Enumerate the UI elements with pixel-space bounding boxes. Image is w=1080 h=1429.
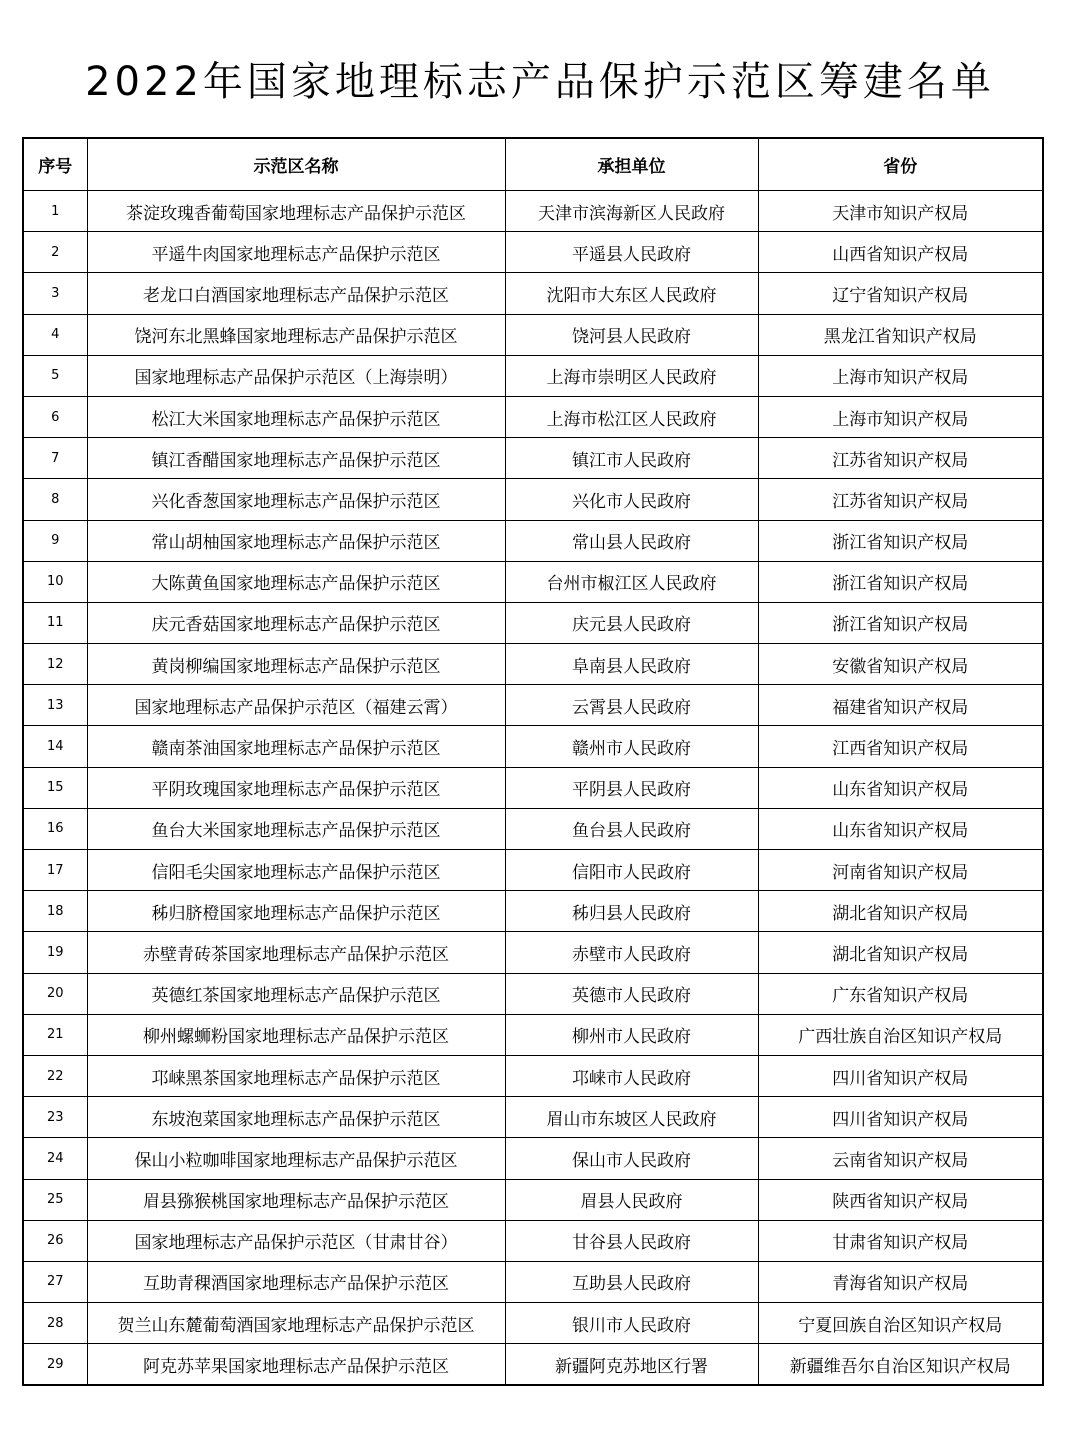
cell-number: 19 [23,932,87,973]
table-row [23,932,1043,973]
table-row [23,726,1043,767]
header-cell-province: 省份 [758,138,1043,191]
table-row [23,561,1043,602]
table-row [23,850,1043,891]
cell-organization: 赤壁市人民政府 [505,932,758,973]
cell-number: 26 [23,1220,87,1261]
cell-zone-name: 国家地理标志产品保护示范区（福建云霄） [87,685,505,726]
cell-province: 江西省知识产权局 [758,726,1043,767]
cell-province: 甘肃省知识产权局 [758,1220,1043,1261]
cell-province: 黑龙江省知识产权局 [758,314,1043,355]
cell-organization: 镇江市人民政府 [505,438,758,479]
cell-number: 10 [23,561,87,602]
cell-zone-name: 英德红茶国家地理标志产品保护示范区 [87,973,505,1014]
roster-table [22,137,1044,1386]
cell-organization: 阜南县人民政府 [505,644,758,685]
cell-province: 河南省知识产权局 [758,850,1043,891]
cell-zone-name: 老龙口白酒国家地理标志产品保护示范区 [87,273,505,314]
cell-organization: 兴化市人民政府 [505,479,758,520]
cell-zone-name: 常山胡柚国家地理标志产品保护示范区 [87,520,505,561]
cell-province: 新疆维吾尔自治区知识产权局 [758,1344,1043,1386]
cell-province: 福建省知识产权局 [758,685,1043,726]
cell-number: 23 [23,1097,87,1138]
table-row [23,644,1043,685]
table-row [23,273,1043,314]
cell-zone-name: 贺兰山东麓葡萄酒国家地理标志产品保护示范区 [87,1303,505,1344]
cell-zone-name: 赣南茶油国家地理标志产品保护示范区 [87,726,505,767]
cell-number: 7 [23,438,87,479]
cell-zone-name: 阿克苏苹果国家地理标志产品保护示范区 [87,1344,505,1386]
cell-province: 上海市知识产权局 [758,396,1043,437]
cell-organization: 沈阳市大东区人民政府 [505,273,758,314]
cell-zone-name: 互助青稞酒国家地理标志产品保护示范区 [87,1261,505,1302]
cell-organization: 平遥县人民政府 [505,232,758,273]
cell-zone-name: 秭归脐橙国家地理标志产品保护示范区 [87,891,505,932]
cell-zone-name: 平阴玫瑰国家地理标志产品保护示范区 [87,767,505,808]
cell-province: 上海市知识产权局 [758,355,1043,396]
cell-organization: 英德市人民政府 [505,973,758,1014]
cell-zone-name: 松江大米国家地理标志产品保护示范区 [87,396,505,437]
cell-number: 24 [23,1138,87,1179]
cell-province: 青海省知识产权局 [758,1261,1043,1302]
cell-number: 12 [23,644,87,685]
cell-organization: 鱼台县人民政府 [505,808,758,849]
cell-zone-name: 赤壁青砖茶国家地理标志产品保护示范区 [87,932,505,973]
header-cell-zone-name: 示范区名称 [87,138,505,191]
cell-province: 广西壮族自治区知识产权局 [758,1014,1043,1055]
table-row [23,396,1043,437]
cell-number: 20 [23,973,87,1014]
cell-number: 14 [23,726,87,767]
cell-province: 宁夏回族自治区知识产权局 [758,1303,1043,1344]
cell-number: 4 [23,314,87,355]
cell-organization: 甘谷县人民政府 [505,1220,758,1261]
cell-zone-name: 鱼台大米国家地理标志产品保护示范区 [87,808,505,849]
cell-number: 8 [23,479,87,520]
cell-province: 四川省知识产权局 [758,1055,1043,1096]
cell-number: 27 [23,1261,87,1302]
cell-number: 15 [23,767,87,808]
cell-number: 11 [23,602,87,643]
cell-organization: 平阴县人民政府 [505,767,758,808]
table-row [23,1179,1043,1220]
cell-organization: 眉县人民政府 [505,1179,758,1220]
cell-organization: 邛崃市人民政府 [505,1055,758,1096]
cell-organization: 柳州市人民政府 [505,1014,758,1055]
cell-number: 29 [23,1344,87,1386]
cell-province: 陕西省知识产权局 [758,1179,1043,1220]
cell-organization: 秭归县人民政府 [505,891,758,932]
cell-zone-name: 保山小粒咖啡国家地理标志产品保护示范区 [87,1138,505,1179]
cell-organization: 赣州市人民政府 [505,726,758,767]
table-row [23,1303,1043,1344]
cell-number: 9 [23,520,87,561]
cell-province: 浙江省知识产权局 [758,561,1043,602]
header-row [23,138,1043,191]
cell-zone-name: 大陈黄鱼国家地理标志产品保护示范区 [87,561,505,602]
cell-number: 28 [23,1303,87,1344]
table-row [23,314,1043,355]
cell-zone-name: 平遥牛肉国家地理标志产品保护示范区 [87,232,505,273]
cell-organization: 常山县人民政府 [505,520,758,561]
cell-organization: 云霄县人民政府 [505,685,758,726]
table-row [23,1014,1043,1055]
table-row [23,1055,1043,1096]
cell-organization: 信阳市人民政府 [505,850,758,891]
table-row [23,685,1043,726]
cell-organization: 天津市滨海新区人民政府 [505,191,758,232]
cell-province: 浙江省知识产权局 [758,520,1043,561]
cell-zone-name: 庆元香菇国家地理标志产品保护示范区 [87,602,505,643]
cell-province: 云南省知识产权局 [758,1138,1043,1179]
cell-zone-name: 黄岗柳编国家地理标志产品保护示范区 [87,644,505,685]
cell-zone-name: 东坡泡菜国家地理标志产品保护示范区 [87,1097,505,1138]
cell-zone-name: 信阳毛尖国家地理标志产品保护示范区 [87,850,505,891]
header-cell-organization: 承担单位 [505,138,758,191]
cell-province: 山西省知识产权局 [758,232,1043,273]
cell-province: 广东省知识产权局 [758,973,1043,1014]
cell-number: 25 [23,1179,87,1220]
cell-province: 江苏省知识产权局 [758,479,1043,520]
table-row [23,1220,1043,1261]
table-row [23,808,1043,849]
cell-province: 江苏省知识产权局 [758,438,1043,479]
cell-organization: 新疆阿克苏地区行署 [505,1344,758,1386]
cell-province: 湖北省知识产权局 [758,932,1043,973]
table-row [23,1344,1043,1386]
cell-province: 四川省知识产权局 [758,1097,1043,1138]
cell-number: 16 [23,808,87,849]
cell-province: 辽宁省知识产权局 [758,273,1043,314]
cell-number: 13 [23,685,87,726]
header-cell-number: 序号 [23,138,87,191]
table-row [23,973,1043,1014]
cell-organization: 银川市人民政府 [505,1303,758,1344]
cell-province: 湖北省知识产权局 [758,891,1043,932]
cell-organization: 上海市松江区人民政府 [505,396,758,437]
cell-organization: 保山市人民政府 [505,1138,758,1179]
cell-zone-name: 镇江香醋国家地理标志产品保护示范区 [87,438,505,479]
page-title: 2022年国家地理标志产品保护示范区筹建名单 [85,59,995,105]
table-row [23,602,1043,643]
cell-zone-name: 眉县猕猴桃国家地理标志产品保护示范区 [87,1179,505,1220]
table-row [23,479,1043,520]
cell-province: 山东省知识产权局 [758,767,1043,808]
cell-zone-name: 兴化香葱国家地理标志产品保护示范区 [87,479,505,520]
cell-number: 2 [23,232,87,273]
cell-zone-name: 邛崃黑茶国家地理标志产品保护示范区 [87,1055,505,1096]
cell-number: 17 [23,850,87,891]
cell-number: 22 [23,1055,87,1096]
table-row [23,1138,1043,1179]
cell-number: 18 [23,891,87,932]
cell-organization: 上海市崇明区人民政府 [505,355,758,396]
table-row [23,767,1043,808]
cell-province: 安徽省知识产权局 [758,644,1043,685]
cell-zone-name: 国家地理标志产品保护示范区（上海崇明） [87,355,505,396]
table-body [23,191,1043,1386]
cell-organization: 台州市椒江区人民政府 [505,561,758,602]
table-row [23,520,1043,561]
table-row [23,232,1043,273]
cell-organization: 庆元县人民政府 [505,602,758,643]
cell-number: 1 [23,191,87,232]
cell-organization: 互助县人民政府 [505,1261,758,1302]
cell-number: 21 [23,1014,87,1055]
table-row [23,1097,1043,1138]
cell-number: 6 [23,396,87,437]
cell-province: 山东省知识产权局 [758,808,1043,849]
cell-number: 3 [23,273,87,314]
cell-zone-name: 茶淀玫瑰香葡萄国家地理标志产品保护示范区 [87,191,505,232]
cell-number: 5 [23,355,87,396]
cell-zone-name: 国家地理标志产品保护示范区（甘肃甘谷） [87,1220,505,1261]
table-row [23,1261,1043,1302]
table-row [23,355,1043,396]
cell-organization: 饶河县人民政府 [505,314,758,355]
cell-organization: 眉山市东坡区人民政府 [505,1097,758,1138]
table-row [23,191,1043,232]
cell-province: 浙江省知识产权局 [758,602,1043,643]
table-row [23,891,1043,932]
cell-province: 天津市知识产权局 [758,191,1043,232]
cell-zone-name: 柳州螺蛳粉国家地理标志产品保护示范区 [87,1014,505,1055]
table-row [23,438,1043,479]
cell-zone-name: 饶河东北黑蜂国家地理标志产品保护示范区 [87,314,505,355]
